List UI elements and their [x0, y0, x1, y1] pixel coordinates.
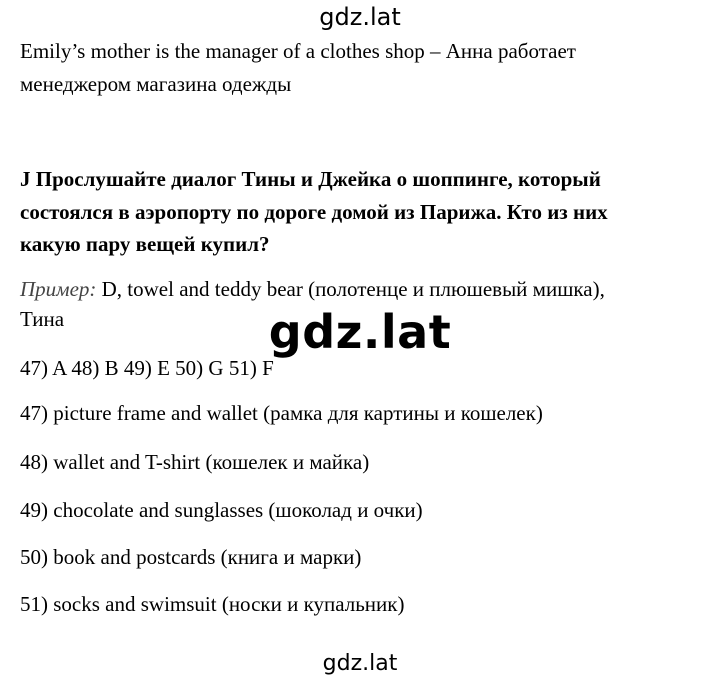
intro-line-1: Emily’s mother is the manager of a clothes shop – Анна работает	[20, 39, 576, 63]
example-text: D, towel and teddy bear (полотенце и плюшевый мишка),	[96, 277, 605, 301]
example-label: Пример:	[20, 277, 97, 301]
example-line-2: Тина	[20, 307, 65, 331]
watermark-middle: gdz.lat	[268, 305, 452, 359]
task-heading-line-3: какую пару вещей купил?	[20, 232, 270, 256]
task-heading-line-1: J Прослушайте диалог Тины и Джейка о шоппинге, который	[20, 167, 601, 191]
watermark-bottom: gdz.lat	[322, 651, 398, 676]
answer-item: 49) chocolate and sunglasses (шоколад и очки)	[20, 498, 423, 522]
watermark-top: gdz.lat	[319, 3, 401, 31]
answers-summary: 47) A 48) B 49) E 50) G 51) F	[20, 356, 274, 380]
intro-line-2: менеджером магазина одежды	[20, 72, 292, 96]
answer-item: 48) wallet and T-shirt (кошелек и майка)	[20, 450, 370, 474]
answer-item: 47) picture frame and wallet (рамка для картины и кошелек)	[20, 401, 543, 425]
task-heading-line-2: состоялся в аэропорту по дороге домой из Парижа. Кто из них	[20, 200, 608, 224]
answer-item: 51) socks and swimsuit (носки и купальник)	[20, 592, 405, 616]
example-line-1	[20, 275, 605, 303]
answer-item: 50) book and postcards (книга и марки)	[20, 545, 362, 569]
